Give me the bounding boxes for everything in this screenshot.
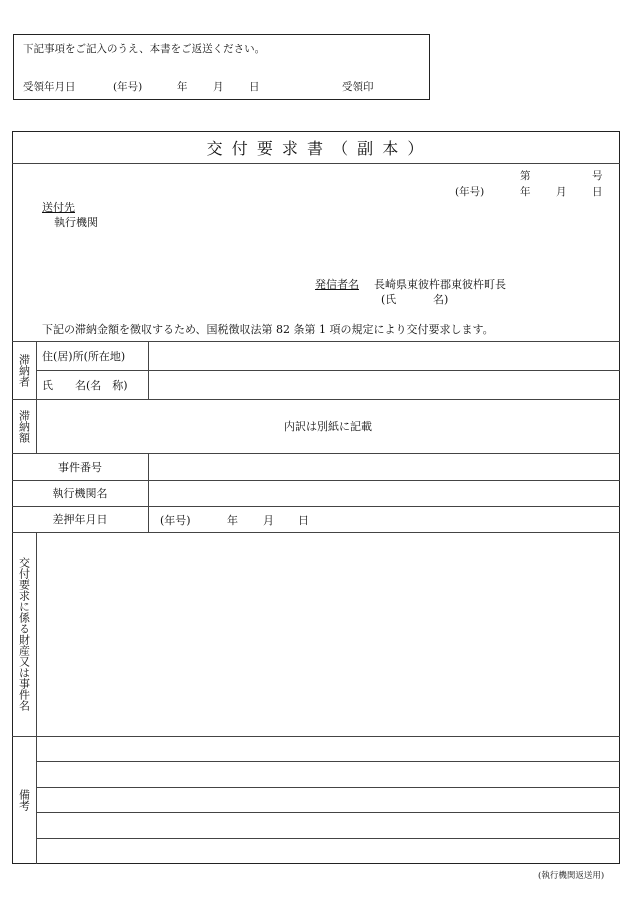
address-value[interactable] <box>156 348 612 364</box>
issue-date-month: 月 <box>556 186 567 198</box>
label-column-divider-mid <box>148 453 149 532</box>
remarks-rule <box>36 761 620 762</box>
remarks-rule <box>36 812 620 813</box>
receipt-instruction: 下記事項をご記入のうえ、本書をご返送ください。 <box>23 43 266 55</box>
sender-value: 長崎県東彼杵郡東彼杵町長 <box>374 278 506 291</box>
form-title: 交 付 要 求 書 （ 副 本 ） <box>206 138 426 158</box>
sender-label: 発信者名 <box>315 278 359 291</box>
address-label: 住(居)所(所在地) <box>42 350 126 363</box>
delinquent-group-label: 滞納者 <box>17 353 31 387</box>
property-bottom-line <box>12 736 620 737</box>
property-divider <box>36 532 37 736</box>
remarks-rule <box>36 787 620 788</box>
case-number-label: 事件番号 <box>58 460 102 474</box>
sender-name-open: (氏 <box>381 293 397 306</box>
number-suffix: 号 <box>592 170 603 182</box>
remarks-line[interactable] <box>44 767 612 783</box>
amount-label: 滞納額 <box>17 409 31 443</box>
case-number-value[interactable] <box>156 459 612 475</box>
seizure-date-month: 月 <box>263 514 274 527</box>
property-label-cell <box>12 532 36 736</box>
remarks-line[interactable] <box>44 818 612 834</box>
seizure-date-year: 年 <box>227 514 238 527</box>
agency-label: 執行機関名 <box>52 487 108 500</box>
seizure-date-label: 差押年月日 <box>52 513 108 526</box>
table-top-line <box>12 341 620 342</box>
name-value[interactable] <box>156 377 612 393</box>
amount-label-cell <box>12 399 36 453</box>
amount-value: 内訳は別紙に記載 <box>284 420 372 433</box>
remarks-line[interactable] <box>44 742 612 758</box>
seizure-date-bottom-line <box>12 532 620 533</box>
received-date-label: 受領年月日 <box>23 81 76 93</box>
address-divider <box>36 370 620 371</box>
property-label: 交付要求に係る財産又は事件名 <box>17 557 31 711</box>
issue-date-day: 日 <box>592 186 603 198</box>
remarks-rule <box>36 838 620 839</box>
remarks-label-cell <box>12 736 36 864</box>
received-date-month: 月 <box>213 81 224 93</box>
request-statement: 下記の滞納金額を徴収するため、国税徴収法第 82 条第 1 項の規定により交付要求します。 <box>42 323 494 336</box>
footer-note: (執行機関返送用) <box>538 871 605 881</box>
received-date-era: (年号) <box>113 81 143 93</box>
property-value[interactable] <box>44 540 612 728</box>
remarks-label: 備考 <box>17 789 31 811</box>
title-divider <box>12 163 620 164</box>
remarks-divider <box>36 736 37 864</box>
remarks-line[interactable] <box>44 793 612 809</box>
sender-name-close: 名) <box>433 293 449 306</box>
issue-date-era: (年号) <box>455 186 485 198</box>
received-date-year: 年 <box>177 81 188 93</box>
seizure-date-day: 日 <box>298 514 309 527</box>
recipient-value: 執行機関 <box>54 216 98 229</box>
remarks-line[interactable] <box>44 844 612 860</box>
issue-date-year: 年 <box>520 186 531 198</box>
number-prefix: 第 <box>520 170 531 182</box>
seizure-date-era: (年号) <box>160 514 191 527</box>
delinquent-group-cell <box>12 341 36 399</box>
received-date-day: 日 <box>249 81 260 93</box>
agency-value[interactable] <box>156 486 612 502</box>
recipient-label: 送付先 <box>42 201 75 214</box>
name-label: 氏 名(名 称) <box>42 379 128 392</box>
seal-label: 受領印 <box>342 81 374 93</box>
